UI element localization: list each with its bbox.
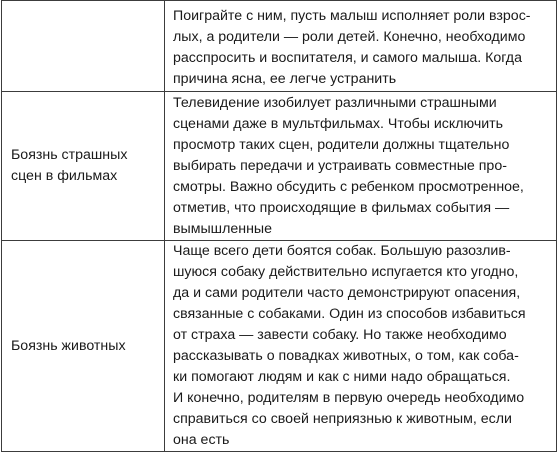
text-line: просмотр таких сцен, родители должны тщательно xyxy=(173,137,510,153)
text-line: выбирать передачи и устраивать совместные про- xyxy=(173,158,507,174)
text-line: шуюся собаку действительно испугается кто угодно, xyxy=(173,264,519,280)
text-line: рассказывать о повадках животных, о том, как соба- xyxy=(173,348,519,364)
text-line: отметив, что происходящие в фильмах события — xyxy=(173,200,510,216)
text-line: лых, а родители — роли детей. Конечно, необходимо xyxy=(173,28,526,45)
topic-cell xyxy=(2,241,165,452)
text-line: Чаще всего дети боятся собак. Большую разозлив- xyxy=(173,243,511,259)
topic-cell xyxy=(2,1,165,92)
description-text xyxy=(173,93,550,240)
table-row xyxy=(2,241,557,452)
text-line: причина ясна, ее легче устранить xyxy=(173,70,397,87)
topic-text: Боязнь животных xyxy=(11,337,126,354)
text-line: ки помогают людям и как с ними надо обращаться. xyxy=(173,369,511,385)
content-table xyxy=(1,0,557,452)
text-line: она есть xyxy=(173,432,230,448)
topic-text xyxy=(11,145,156,187)
description-cell xyxy=(165,241,557,452)
description-text xyxy=(173,6,550,90)
description-text xyxy=(173,241,550,451)
topic-line: Боязнь страшных сцен в фильмах xyxy=(11,147,128,184)
table-row xyxy=(2,1,557,92)
text-line: Телевидение изобилует различными страшными xyxy=(173,95,497,111)
table-row xyxy=(2,92,557,241)
text-line: расспросить и воспитателя, и самого малыша. Когда xyxy=(173,49,522,66)
description-cell xyxy=(165,92,557,241)
description-cell xyxy=(165,1,557,92)
text-line: сценами даже в мультфильмах. Чтобы исключить xyxy=(173,116,504,132)
topic-cell xyxy=(2,92,165,241)
text-line: И конечно, родителям в первую очередь необходимо xyxy=(173,390,525,406)
text-line: справиться со своей неприязнью к животным, если xyxy=(173,411,512,427)
text-line: Поиграйте с ним, пусть малыш исполняет роли взрос- xyxy=(173,7,531,24)
text-line: от страха — завести собаку. Но также необходимо xyxy=(173,327,507,343)
text-line: связанные с собаками. Один из способов избавиться xyxy=(173,306,526,322)
text-line: смотры. Важно обсудить с ребенком просмотренное, xyxy=(173,179,524,195)
text-line: да и сами родители часто демонстрируют опасения, xyxy=(173,285,521,301)
text-line: вымышленные xyxy=(173,221,272,237)
